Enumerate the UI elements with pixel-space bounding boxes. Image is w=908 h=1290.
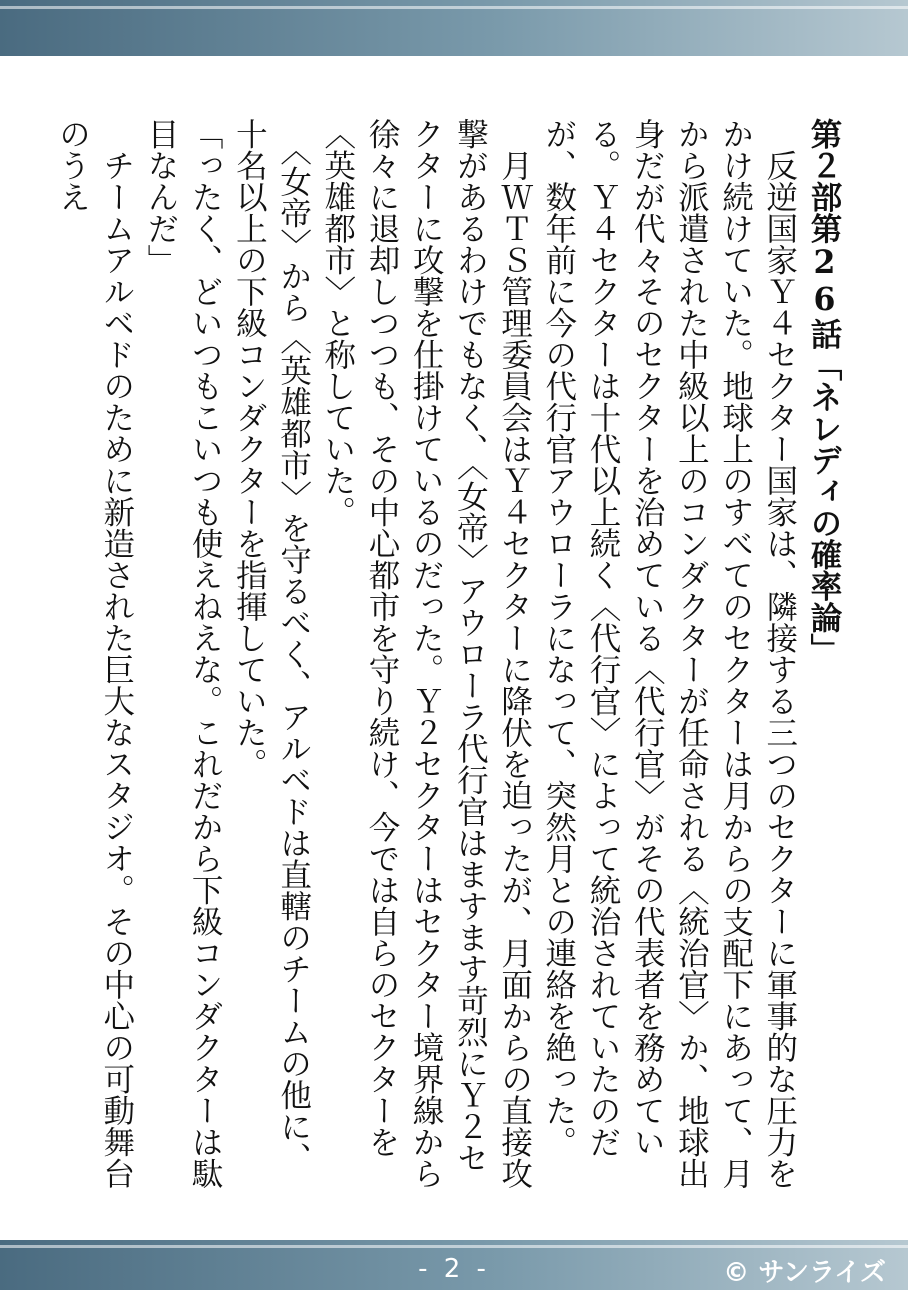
page-number: - 2 - bbox=[418, 1254, 490, 1284]
footer-bar bbox=[0, 1240, 908, 1290]
paragraph-4: 「ったく、どいつもこいつも使えねえな。これだから下級コンダクターは駄目なんだ」 bbox=[142, 118, 224, 1189]
header-bar bbox=[0, 0, 908, 56]
paragraph-3: 〈女帝〉から〈英雄都市〉を守るべく、アルベドは直轄のチームの他に、十名以上の下級コンダクターを指揮していた。 bbox=[231, 118, 312, 1174]
chapter-title: 第２部第26話「ネレディの確率論」 bbox=[806, 118, 843, 665]
paragraph-5: チームアルベドのために新造された巨大なスタジオ。その中心の可動舞台のうえ bbox=[54, 118, 135, 1189]
paragraph-2: 月ＷＴＳ管理委員会はＹ４セクターに降伏を迫ったが、月面からの直接攻撃があるわけでもなく、〈女帝〉アウローラ代行官はますます苛烈にＹ２セクターに攻撃を仕掛けているのだった。Ｙ２セクターはセクター境界線から徐々に退却しつつも、その中心都市を守り続け、今では自らのセクターを〈英雄都市〉と称していた。 bbox=[319, 118, 533, 1189]
paragraph-1: 反逆国家Ｙ４セクター国家は、隣接する三つのセクターに軍事的な圧力をかけ続けていた。地球上のすべてのセクターは月からの支配下にあって、月から派遣された中級以上のコンダクターが任命される〈統治官〉か、地球出身だが代々そのセクターを治めている〈代行官〉がその代表者を務めている。Ｙ４セクターは十代以上続く〈代行官〉によって統治されていたのだが、数年前に今の代行官アウローラになって、突然月との連絡を絶った。 bbox=[540, 118, 798, 1189]
vertical-body-text bbox=[46, 118, 846, 1198]
copyright-label: © サンライズ bbox=[723, 1258, 886, 1288]
